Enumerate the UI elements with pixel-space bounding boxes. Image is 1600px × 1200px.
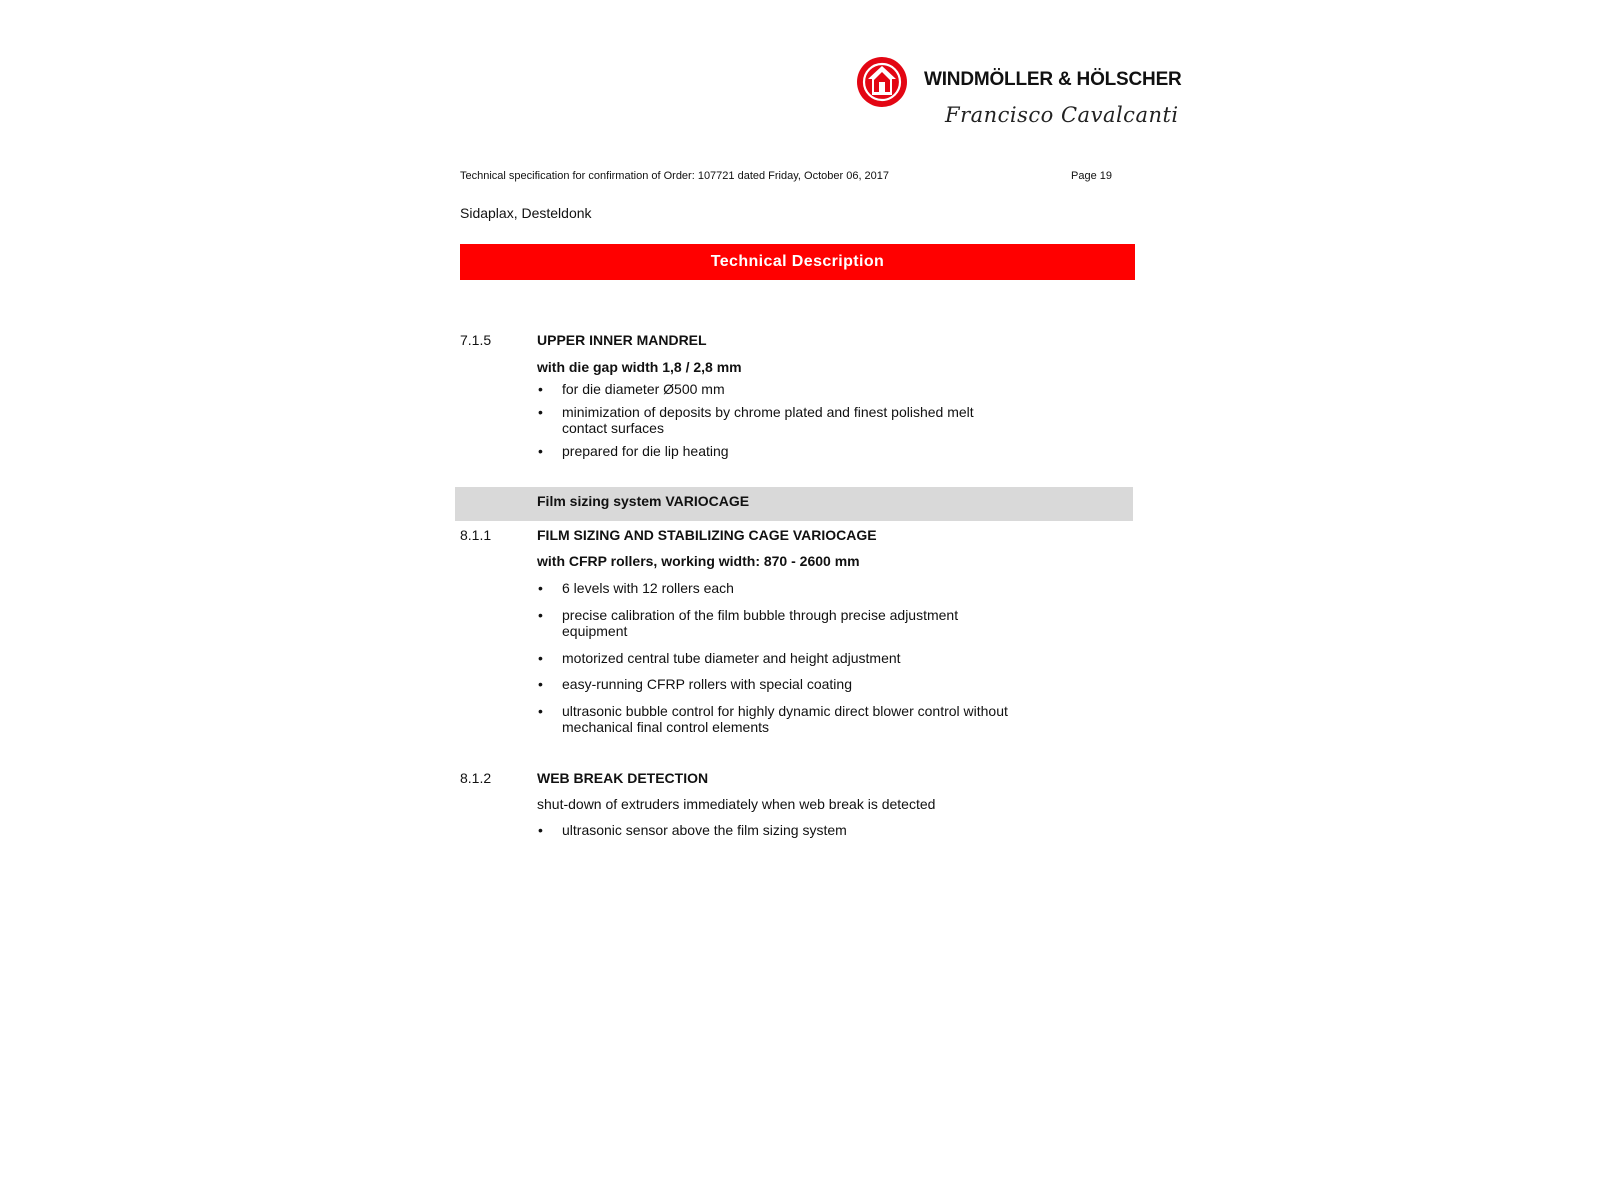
section-subtitle: with die gap width 1,8 / 2,8 mm (537, 359, 742, 375)
section-title: UPPER INNER MANDREL (537, 332, 707, 348)
technical-description-banner (460, 244, 1135, 280)
brand-name: WINDMÖLLER & HÖLSCHER (924, 69, 1182, 90)
group-heading-bar (455, 487, 1133, 521)
list-item: • ultrasonic sensor above the film sizing system (538, 822, 847, 838)
banner-title: Technical Description (710, 253, 885, 270)
list-item: contact surfaces (562, 420, 664, 436)
section-number: 7.1.5 (460, 332, 492, 348)
signature: Francisco Cavalcanti (945, 103, 1179, 127)
section-number: 8.1.1 (460, 527, 492, 543)
list-item: • ultrasonic bubble control for highly dynamic direct blower control without (538, 702, 1008, 719)
section-number: 8.1.2 (460, 770, 492, 786)
section-title: FILM SIZING AND STABILIZING CAGE VARIOCAGE (537, 527, 877, 543)
section-title: WEB BREAK DETECTION (537, 770, 709, 786)
list-item: • for die diameter Ø500 mm (538, 381, 725, 397)
section-text: shut-down of extruders immediately when web break is detected (537, 796, 936, 812)
list-item: equipment (562, 623, 628, 639)
spec-line: Technical specification for confirmation of Order: 107721 dated Friday, October 06, 2017 (460, 170, 890, 182)
bullet-list (537, 580, 1037, 736)
list-item: • prepared for die lip heating (538, 442, 729, 459)
client-name: Sidaplax, Desteldonk (460, 205, 592, 221)
list-item: • precise calibration of the film bubble through precise adjustment (538, 606, 959, 623)
section-subtitle: with CFRP rollers, working width: 870 - 2600 mm (537, 553, 860, 569)
bullet-list (537, 822, 1037, 839)
list-item: mechanical final control elements (562, 719, 769, 735)
group-heading: Film sizing system VARIOCAGE (537, 493, 750, 509)
windmoeller-hoelscher-logo-icon (855, 55, 909, 109)
list-item: • motorized central tube diameter and height adjustment (538, 649, 901, 666)
list-item: • easy-running CFRP rollers with special coating (538, 676, 852, 692)
bullet-list (537, 381, 1037, 459)
page-number: Page 19 (1071, 170, 1112, 182)
list-item: • 6 levels with 12 rollers each (538, 580, 734, 596)
list-item: • minimization of deposits by chrome plated and finest polished melt (538, 403, 974, 420)
